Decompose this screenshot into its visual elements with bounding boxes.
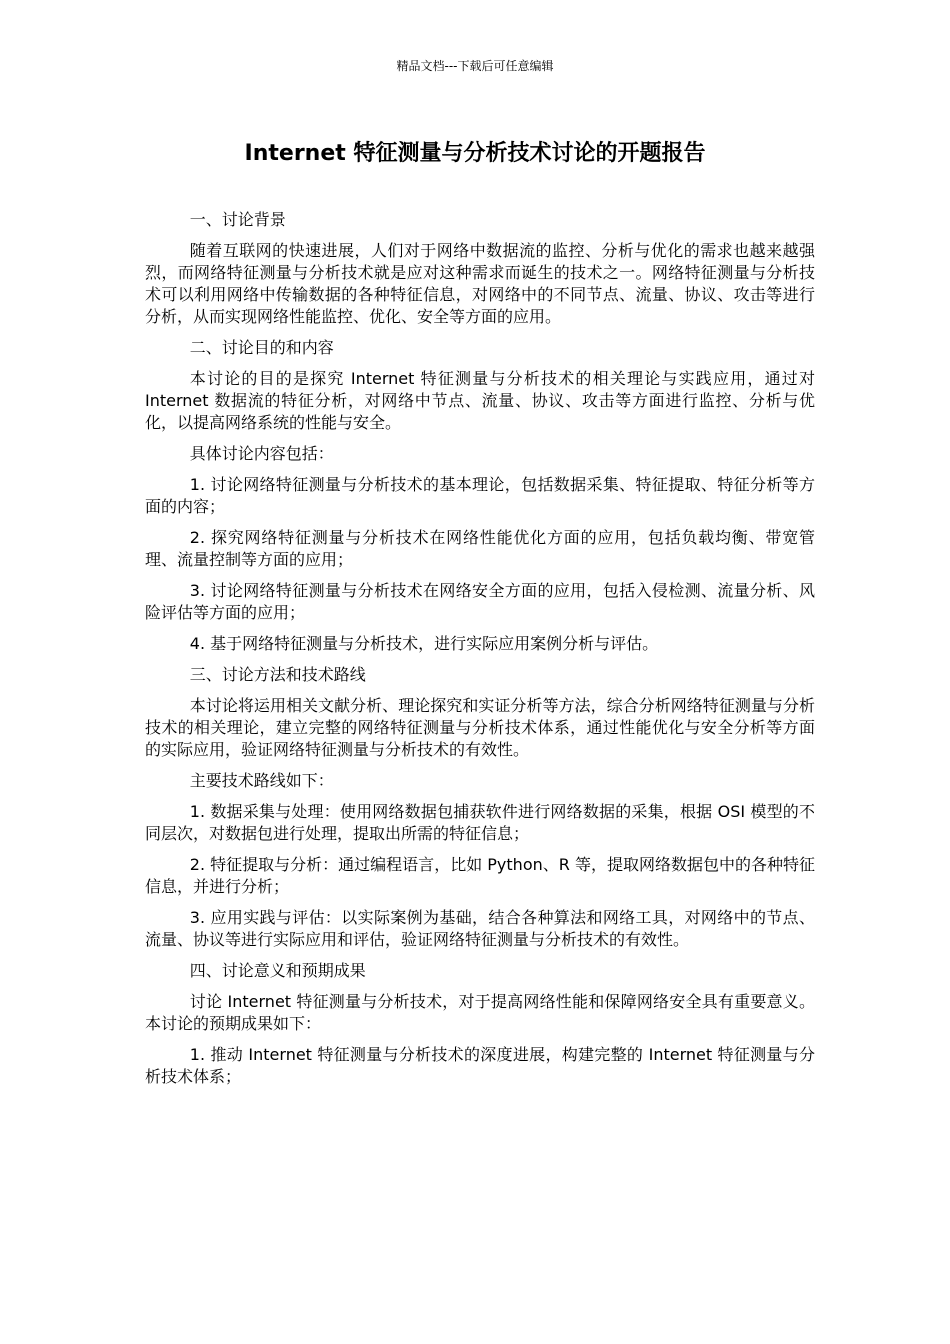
paragraph-methods: 本讨论将运用相关文献分析、理论探究和实证分析等方法，综合分析网络特征测量与分析技术的相关理论，建立完整的网络特征测量与分析技术体系，通过性能优化与安全分析等方面的实际应用，验证网络特征测量与分析技术的有效性。 xyxy=(145,696,815,759)
list-item: 1. 讨论网络特征测量与分析技术的基本理论，包括数据采集、特征提取、特征分析等方面的内容； xyxy=(145,475,815,516)
section-heading-methods: 三、讨论方法和技术路线 xyxy=(189,665,366,684)
page-header-note: 精品文档---下载后可任意编辑 xyxy=(396,59,554,73)
section-heading-significance: 四、讨论意义和预期成果 xyxy=(189,961,366,980)
document-body xyxy=(145,209,815,1097)
list-item: 2. 特征提取与分析：通过编程语言，比如 Python、R 等，提取网络数据包中的各种特征信息，并进行分析； xyxy=(145,855,815,896)
section-heading-purpose: 二、讨论目的和内容 xyxy=(189,338,334,357)
paragraph-significance: 讨论 Internet 特征测量与分析技术，对于提高网络性能和保障网络安全具有重要意义。本讨论的预期成果如下： xyxy=(145,992,815,1033)
paragraph-route-intro: 主要技术路线如下： xyxy=(189,771,334,790)
document-title: Internet 特征测量与分析技术讨论的开题报告 xyxy=(244,141,706,166)
list-item: 1. 推动 Internet 特征测量与分析技术的深度进展，构建完整的 Internet 特征测量与分析技术体系； xyxy=(145,1045,815,1086)
section-heading-background: 一、讨论背景 xyxy=(189,210,286,229)
list-item: 1. 数据采集与处理：使用网络数据包捕获软件进行网络数据的采集，根据 OSI 模型的不同层次，对数据包进行处理，提取出所需的特征信息； xyxy=(145,802,815,843)
paragraph-content-intro: 具体讨论内容包括： xyxy=(189,444,334,463)
paragraph-background: 随着互联网的快速进展，人们对于网络中数据流的监控、分析与优化的需求也越来越强烈，而网络特征测量与分析技术就是应对这种需求而诞生的技术之一。网络特征测量与分析技术可以利用网络中传输数据的各种特征信息，对网络中的不同节点、流量、协议、攻击等进行分析，从而实现网络性能监控、优化、安全等方面的应用。 xyxy=(145,241,815,326)
paragraph-purpose: 本讨论的目的是探究 Internet 特征测量与分析技术的相关理论与实践应用，通过对 Internet 数据流的特征分析，对网络中节点、流量、协议、攻击等方面进行监控、分析与优化，以提高网络系统的性能与安全。 xyxy=(145,369,815,432)
list-item: 4. 基于网络特征测量与分析技术，进行实际应用案例分析与评估。 xyxy=(189,634,659,653)
list-item: 2. 探究网络特征测量与分析技术在网络性能优化方面的应用，包括负载均衡、带宽管理、流量控制等方面的应用； xyxy=(145,528,815,569)
list-item: 3. 讨论网络特征测量与分析技术在网络安全方面的应用，包括入侵检测、流量分析、风险评估等方面的应用； xyxy=(145,581,815,622)
list-item: 3. 应用实践与评估：以实际案例为基础，结合各种算法和网络工具，对网络中的节点、流量、协议等进行实际应用和评估，验证网络特征测量与分析技术的有效性。 xyxy=(145,908,815,949)
